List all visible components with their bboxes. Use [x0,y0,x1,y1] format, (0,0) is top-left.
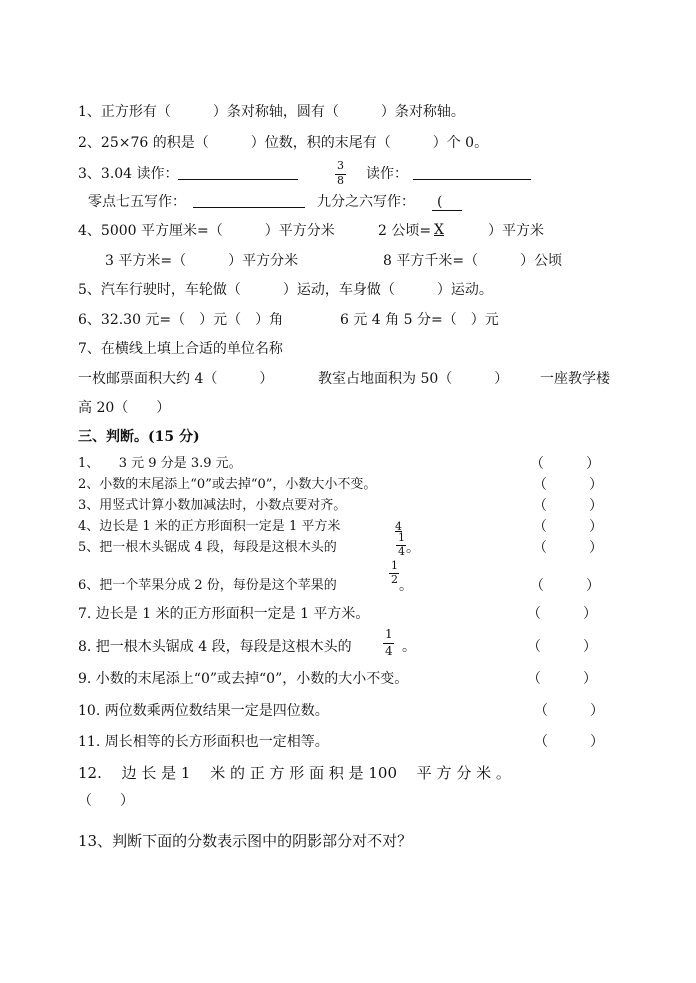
blank-line[interactable] [193,193,305,208]
judge-item-9: 9. 小数的末尾添上“0”或去掉“0”，小数的大小不变。 [78,671,409,687]
judge-answer-paren[interactable]: （ ） [533,540,603,556]
judge-answer-paren[interactable]: （ ） [527,639,597,655]
blank-line[interactable] [178,165,298,180]
judge-item-12: 12. 边 长 是 1 米 的 正 方 形 面 积 是 100 平 方 分 米 。 [78,764,511,782]
judge-answer-paren[interactable]: （ ） [530,456,600,472]
judge-item-1: 1、 3 元 9 分是 3.9 元。 [78,456,242,471]
judge-item-6: 6、把一个苹果分成 2 份，每份是这个苹果的 [78,578,337,593]
q1-line3d: 九分之六写作： [317,194,415,210]
judge-item-7: 7. 边长是 1 米的正方形面积一定是 1 平方米。 [78,606,370,622]
q1-line4b: 2 公顷= [378,223,432,239]
fraction-numerator: 1 [398,531,405,544]
fraction-denominator: 4 [385,644,393,658]
judge-answer-paren[interactable]: （ ） [533,498,603,514]
q1-line7d: 高 20（ ） [78,400,171,416]
judge-answer-paren[interactable]: （ ） [534,734,604,750]
q1-line7b: 教室占地面积为 50（ ） [318,371,509,387]
q1-line4e: 8 平方千米=（ ）公顷 [383,253,563,269]
q1-line7c: 一座教学楼 [540,371,610,387]
judge-item-4: 4、边长是 1 米的正方形面积一定是 1 平方米 [78,519,341,534]
judge-item-11: 11. 周长相等的长方形面积也一定相等。 [78,734,329,750]
q1-line3a: 3、3.04 读作： [78,166,179,182]
fraction-numerator: 1 [385,627,393,641]
section-title: 三、判断。(15 分) [78,429,200,445]
judge-item-2: 2、小数的末尾添上“0”或去掉“0”，小数大小不变。 [78,477,377,492]
judge-answer-paren[interactable]: （ ） [533,477,603,493]
blank-line[interactable] [432,196,462,211]
fraction-numerator: 1 [391,559,398,572]
fraction-denominator: 2 [391,573,398,586]
q1-line1: 1、正方形有（ ）条对称轴，圆有（ ）条对称轴。 [78,104,465,120]
fraction-numerator: 3 [337,159,344,172]
q1-line3c: 零点七五写作： [88,194,186,210]
judge-answer-paren[interactable]: （ ） [533,519,603,535]
period: 。 [402,639,416,655]
period: 。 [399,578,413,594]
fraction-denominator: 8 [337,174,344,187]
q1-line4d: 3 平方米=（ ）平方分米 [105,253,299,269]
judge-answer-paren[interactable]: （ ） [530,578,600,594]
judge-item-5: 5、把一根木头锯成 4 段，每段是这根木头的 [78,540,337,555]
q1-line6b: 6 元 4 角 5 分=（ ）元 [340,312,499,328]
judge-answer-paren[interactable]: （ ） [78,793,134,809]
q1-line7a: 一枚邮票面积大约 4（ ） [78,371,274,387]
fraction-denominator: 4 [398,545,405,558]
mark-x-icon: X [434,222,444,238]
q1-line6a: 6、32.30 元=（ ）元（ ）角 [78,312,284,328]
q1-line2: 2、25×76 的积是（ ）位数，积的末尾有（ ）个 0。 [78,135,489,151]
judge-item-10: 10. 两位数乘两位数结果一定是四位数。 [78,703,329,719]
judge-item-13: 13、判断下面的分数表示图中的阴影部分对不对？ [78,832,413,850]
q1-line7: 7、在横线上填上合适的单位名称 [78,341,283,357]
judge-answer-paren[interactable]: （ ） [527,671,597,687]
judge-answer-paren[interactable]: （ ） [527,606,597,622]
judge-item-8: 8. 把一根木头锯成 4 段，每段是这根木头的 [78,639,352,655]
q1-line4c: ）平方米 [488,223,544,239]
q1-line3b: 读作： [366,166,408,182]
q1-line5: 5、汽车行驶时，车轮做（ ）运动，车身做（ ）运动。 [78,282,493,298]
judge-answer-paren[interactable]: （ ） [534,703,604,719]
period: 。 [406,540,420,556]
stray-mark: 4 [395,520,402,533]
open-paren: ( [437,194,443,210]
q1-line4a: 4、5000 平方厘米=（ ）平方分米 [78,223,335,239]
blank-line[interactable] [413,165,531,180]
judge-item-3: 3、用竖式计算小数加减法时，小数点要对齐。 [78,498,347,513]
